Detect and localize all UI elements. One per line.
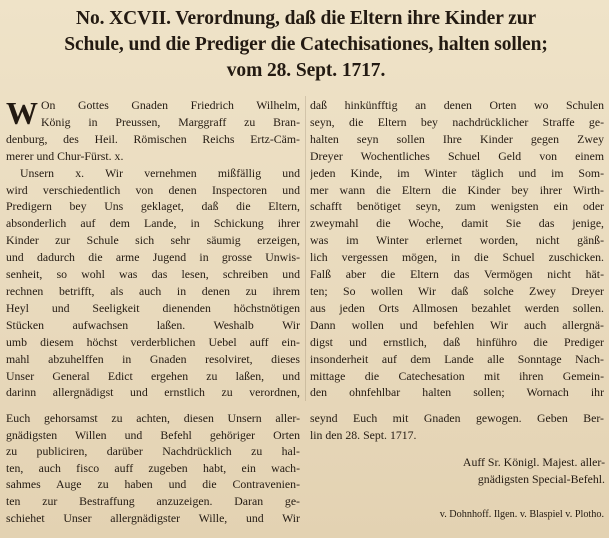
bottom-right-text xyxy=(310,410,604,443)
right-line: lich vergessen mögen, in die Schuel zuschicken. xyxy=(310,250,604,265)
left-line: senheit, so wohl was das lesen, schreiben und xyxy=(6,267,300,282)
column-divider xyxy=(305,96,306,401)
right-line: Dann wollen und befehlen Wir auch allergnä- xyxy=(310,317,604,332)
bottom-left-line: Euch gehorsamst zu achten, diesen Unsern aller- xyxy=(6,411,300,425)
left-line: Stücken aufwachsen laßen. Weshalb Wir xyxy=(6,317,300,332)
right-line: daß hinkünfftig an denen Orten wo Schulen xyxy=(310,98,604,112)
right-line: was im Winter erlernet worden, nicht gänß- xyxy=(310,233,604,248)
bottom-left-line: gnädigsten Willen und Befehl gehöriger Orten xyxy=(6,427,300,442)
title-line-1: No. XCVII. Verordnung, daß die Eltern ihre Kinder zur xyxy=(75,8,537,29)
right-line: halten seyn sollen Ihre Kinder gegen Zwey xyxy=(310,131,604,146)
left-line: denburg, des Heil. Römischen Reichs Ertz-Cäm- xyxy=(6,131,300,146)
right-line: digst und ernstlich, daß hinführo die Prediger xyxy=(310,334,604,349)
left-line: umb diesem höchst verderblichen Uebel auff ein- xyxy=(6,334,300,349)
right-line: Falß aber die Eltern das Vermögen nicht hät- xyxy=(310,267,604,282)
bottom-left-line: schiehet Unser allergnädigster Wille, und Wir xyxy=(6,510,300,525)
left-line: Heyl und Seeligkeit dienenden höchstnötigen xyxy=(6,300,300,315)
signature-line-2: gnädigsten Special-Befehl. xyxy=(477,472,605,486)
left-line: Unser General Edict ergehen zu laßen, und xyxy=(6,368,300,383)
bottom-left-line: zu publiciren, darüber Nachdrücklich zu hal- xyxy=(6,444,300,459)
left-line: und dadurch die arme Jugend in grosse Unwis- xyxy=(6,250,300,265)
bottom-left-line: ten, auch fisco auff zugeben habt, ein wach- xyxy=(6,460,300,475)
title-line-2: Schule, und die Prediger die Catechisationes, halten sollen; xyxy=(64,34,548,55)
right-line: seyn, die Eltern bey nachdrücklicher Straffe ge- xyxy=(310,114,604,129)
left-line: wird verschiedentlich von denen Inspectoren und xyxy=(6,182,300,197)
right-line: ten; So wollen Wir daß solche Zwey Dreyer xyxy=(310,283,604,298)
left-line: rechnen betrifft, als auch in denen zu ihrem xyxy=(6,283,300,298)
right-line: mer wann die Eltern die Kinder bey ihrer Wirth- xyxy=(310,182,604,197)
right-line: mittage die Catechesation mit ihren Gemein- xyxy=(310,368,604,383)
signature-block xyxy=(405,454,605,488)
left-line: Predigern bey Uns geklaget, daß die Eltern, xyxy=(6,199,300,214)
left-line: absonderlich auf dem Lande, in Schickung ihrer xyxy=(6,216,300,231)
left-column xyxy=(6,97,300,401)
signature-line-1: Auff Sr. Königl. Majest. aller- xyxy=(462,455,605,469)
left-line: darinn allergnädigst und ernstlich zu verordnen, xyxy=(6,385,300,400)
left-line: Unsern x. Wir vernehmen mißfällig und xyxy=(20,165,300,180)
left-line: König in Preussen, Marggraff zu Bran- xyxy=(41,114,300,129)
bottom-right-line: seynd Euch mit Gnaden gewogen. Geben Ber- xyxy=(310,411,604,425)
right-line: jeden Kinde, im Winter täglich und im Som- xyxy=(310,165,604,180)
left-line: Kinder zur Schule sich sehr säumig erzeigen, xyxy=(6,233,300,248)
right-column xyxy=(310,97,604,401)
left-line: mahl abzuhelffen in Gnaden resolviret, dieses xyxy=(6,351,300,366)
left-line: merer und Chur-Fürst. x. xyxy=(6,148,124,163)
signatory-names: v. Dohnhoff. Ilgen. v. Blaspiel v. Plotho. xyxy=(439,509,604,520)
right-line: aus jeden Orts Allmosen bezahlet werden sollen. xyxy=(310,300,604,315)
left-line: On Gottes Gnaden Friedrich Wilhelm, xyxy=(41,98,300,112)
right-line: insonderheit auf dem Lande alle Sonntage Nach- xyxy=(310,351,604,366)
bottom-left-line: sahmes Auge zu haben und die Contravenien- xyxy=(6,477,300,492)
right-line: Dreyer Wochentliches Schuel Geld von einem xyxy=(310,148,604,163)
bottom-left-line: ten zur Bestraffung anzuzeigen. Daran ge- xyxy=(6,493,300,508)
bottom-right-line: lin den 28. Sept. 1717. xyxy=(310,427,417,442)
right-line: zweymahl die Woche, damit Sie das jenige, xyxy=(310,216,604,231)
drop-cap: W xyxy=(6,95,38,131)
title-line-3: vom 28. Sept. 1717. xyxy=(226,60,386,81)
right-line: schafft benötiget seyn, zum wenigsten ein oder xyxy=(310,199,604,214)
right-line: den ohnfehlbar halten sollen; Wornach ihr xyxy=(310,385,604,400)
document-title xyxy=(8,6,604,84)
bottom-left-text xyxy=(6,410,300,526)
